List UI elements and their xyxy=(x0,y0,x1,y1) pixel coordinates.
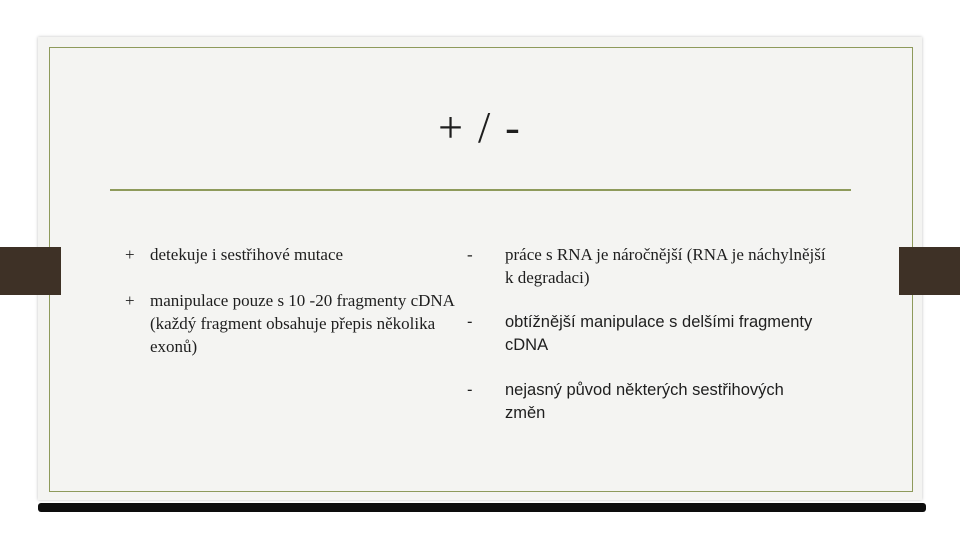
cons-item xyxy=(467,311,827,357)
pros-list xyxy=(125,243,465,381)
pros-item xyxy=(125,243,465,266)
pros-item-text: manipulace pouze s 10 -20 fragmenty cDNA (každý fragment obsahuje přepis několika exonů) xyxy=(150,291,455,356)
bottom-bar xyxy=(38,503,926,512)
cons-item xyxy=(467,243,827,289)
pros-item-text: detekuje i sestřihové mutace xyxy=(150,245,344,264)
cons-item-text: nejasný původ některých sestřihových změn xyxy=(505,381,784,422)
right-side-tab xyxy=(899,247,960,295)
cons-list xyxy=(467,243,827,447)
title-divider xyxy=(110,189,851,191)
minus-marker: - xyxy=(467,313,473,331)
left-side-tab xyxy=(0,247,61,295)
plus-marker: + xyxy=(125,245,135,264)
minus-marker: - xyxy=(467,381,473,399)
minus-marker: - xyxy=(467,245,473,264)
pros-item xyxy=(125,289,465,358)
cons-item-text: práce s RNA je náročnější (RNA je náchylnější k degradaci) xyxy=(505,245,826,287)
slide-title: + / - xyxy=(438,103,522,152)
cons-item xyxy=(467,379,827,425)
plus-marker: + xyxy=(125,291,135,310)
cons-item-text: obtížnější manipulace s delšími fragmenty cDNA xyxy=(505,313,813,354)
